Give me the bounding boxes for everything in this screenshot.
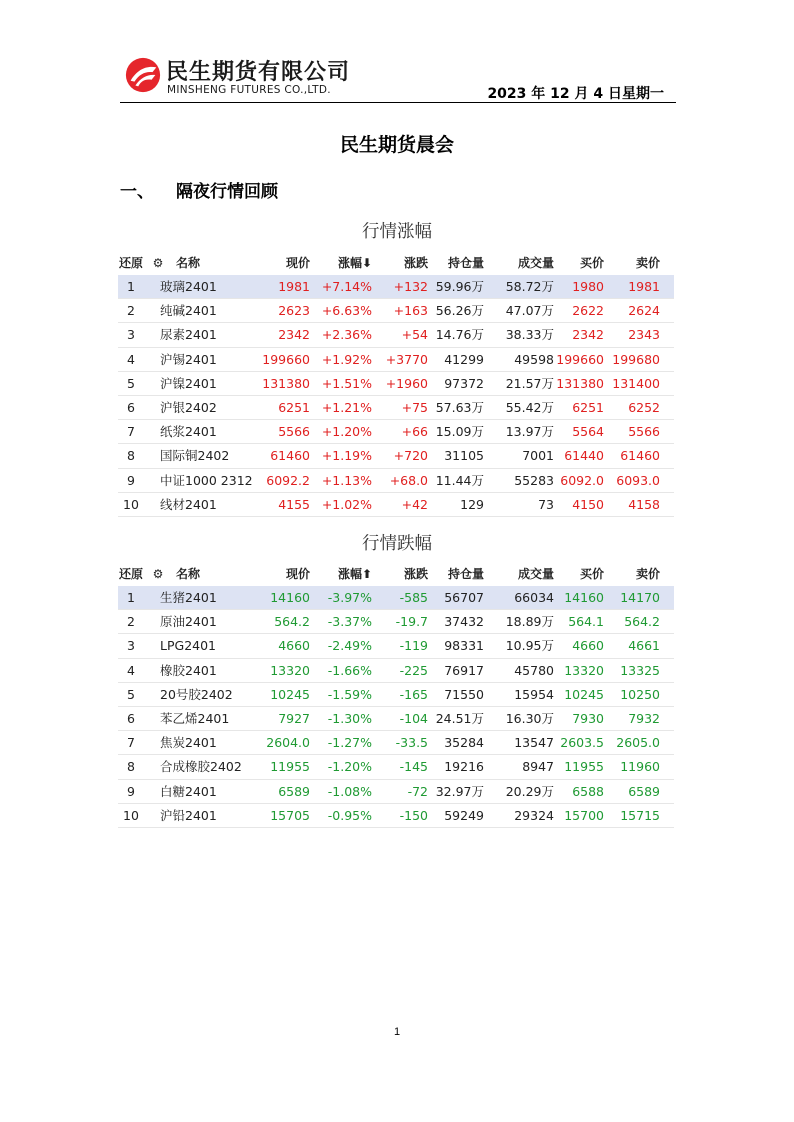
table-row[interactable]	[118, 610, 674, 634]
change-cell: -119	[399, 638, 428, 654]
ask-cell: 10250	[620, 686, 660, 702]
col-header-ask[interactable]: 卖价	[635, 567, 660, 581]
col-header-bid[interactable]: 买价	[579, 256, 604, 270]
table-row[interactable]	[118, 634, 674, 658]
price-cell: 131380	[262, 375, 310, 391]
section-number: 一、	[120, 182, 154, 202]
col-header-change-pct[interactable]: 涨幅⬇	[337, 256, 372, 270]
bid-cell: 2603.5	[560, 735, 604, 751]
ask-cell: 1981	[628, 279, 660, 294]
change-pct-cell: +1.02%	[321, 496, 372, 512]
col-header-change-pct[interactable]: 涨幅⬆	[337, 567, 372, 581]
rank-cell: 8	[127, 759, 135, 775]
bid-cell: 131380	[556, 375, 604, 391]
price-cell: 6589	[278, 783, 310, 799]
change-cell: -72	[407, 783, 428, 799]
bid-cell: 7930	[572, 710, 604, 726]
change-pct-cell: -1.66%	[327, 662, 372, 678]
ask-cell: 564.2	[624, 614, 660, 630]
open-interest-cell: 11.44万	[435, 472, 484, 488]
change-pct-cell: +1.21%	[321, 399, 372, 415]
rank-cell: 3	[127, 327, 135, 343]
change-pct-cell: -0.95%	[327, 807, 372, 823]
contract-name-cell: 白糖2401	[160, 783, 217, 799]
contract-name-cell: LPG2401	[160, 638, 216, 654]
gear-icon[interactable]: ⚙	[152, 256, 164, 270]
col-header-restore[interactable]: 还原	[118, 567, 143, 581]
col-header-open-interest[interactable]: 持仓量	[447, 567, 484, 581]
change-pct-cell: +1.92%	[321, 351, 372, 367]
ask-cell: 6252	[628, 399, 660, 415]
bid-cell: 2622	[572, 303, 604, 319]
ask-cell: 199680	[612, 351, 660, 367]
col-header-name[interactable]: 名称	[176, 567, 201, 581]
rank-cell: 8	[127, 448, 135, 464]
change-cell: +3770	[385, 351, 428, 367]
table-header-row	[118, 562, 674, 586]
rank-cell: 3	[127, 638, 135, 654]
price-cell: 199660	[262, 351, 310, 367]
rank-cell: 5	[127, 375, 135, 391]
table-row[interactable]	[118, 780, 674, 804]
change-pct-cell: +2.36%	[321, 327, 372, 343]
company-name-en: MINSHENG FUTURES CO.,LTD.	[167, 84, 331, 96]
document-title: 民生期货晨会	[339, 134, 454, 156]
table-row[interactable]	[118, 323, 674, 347]
change-cell: +42	[401, 496, 428, 512]
bid-cell: 14160	[564, 590, 604, 605]
price-cell: 14160	[270, 590, 310, 605]
table-row[interactable]	[118, 586, 674, 610]
company-logo-icon	[124, 56, 162, 94]
volume-cell: 49598	[514, 351, 554, 367]
ask-cell: 131400	[612, 375, 660, 391]
bid-cell: 1980	[572, 279, 604, 294]
page-header	[120, 52, 676, 102]
change-pct-cell: +1.20%	[321, 424, 372, 440]
bid-cell: 15700	[564, 807, 604, 823]
open-interest-cell: 57.63万	[435, 399, 484, 415]
price-cell: 4660	[278, 638, 310, 654]
volume-cell: 58.72万	[505, 279, 554, 294]
contract-name-cell: 原油2401	[160, 614, 217, 630]
open-interest-cell: 41299	[444, 351, 484, 367]
table-row[interactable]	[118, 755, 674, 779]
open-interest-cell: 56707	[444, 590, 484, 605]
bid-cell: 564.1	[568, 614, 604, 630]
volume-cell: 55283	[514, 472, 554, 488]
contract-name-cell: 沪铅2401	[160, 807, 217, 823]
losers-table-title: 行情跌幅	[362, 534, 432, 554]
rank-cell: 1	[127, 590, 135, 605]
price-cell: 13320	[270, 662, 310, 678]
bid-cell: 6092.0	[560, 472, 604, 488]
ask-cell: 15715	[620, 807, 660, 823]
change-pct-cell: +1.51%	[321, 375, 372, 391]
open-interest-cell: 15.09万	[435, 424, 484, 440]
change-pct-cell: +7.14%	[321, 279, 372, 294]
gainers-table-title: 行情涨幅	[362, 222, 432, 242]
volume-cell: 55.42万	[505, 399, 554, 415]
table-row[interactable]	[118, 683, 674, 707]
price-cell: 1981	[278, 279, 310, 294]
col-header-change[interactable]: 涨跌	[403, 567, 428, 581]
change-pct-cell: -3.97%	[327, 590, 372, 605]
open-interest-cell: 32.97万	[435, 783, 484, 799]
ask-cell: 6093.0	[616, 472, 660, 488]
open-interest-cell: 59.96万	[435, 279, 484, 294]
contract-name-cell: 沪银2402	[160, 399, 217, 415]
volume-cell: 15954	[514, 686, 554, 702]
ask-cell: 13325	[620, 662, 660, 678]
change-cell: +68.0	[389, 472, 428, 488]
table-row[interactable]	[118, 493, 674, 517]
volume-cell: 47.07万	[505, 303, 554, 319]
open-interest-cell: 37432	[444, 614, 484, 630]
contract-name-cell: 焦炭2401	[160, 735, 217, 751]
change-pct-cell: -3.37%	[327, 614, 372, 630]
ask-cell: 2624	[628, 303, 660, 319]
open-interest-cell: 24.51万	[435, 710, 484, 726]
table-header-row	[118, 251, 674, 275]
bid-cell: 4150	[572, 496, 604, 512]
change-pct-cell: -1.30%	[327, 710, 372, 726]
col-header-open-interest[interactable]: 持仓量	[447, 256, 484, 270]
rank-cell: 7	[127, 735, 135, 751]
open-interest-cell: 19216	[444, 759, 484, 775]
change-cell: -585	[399, 590, 428, 605]
volume-cell: 29324	[514, 807, 554, 823]
price-cell: 2604.0	[266, 735, 310, 751]
contract-name-cell: 玻璃2401	[160, 279, 217, 294]
volume-cell: 13.97万	[505, 424, 554, 440]
open-interest-cell: 97372	[444, 375, 484, 391]
price-cell: 6251	[278, 399, 310, 415]
price-cell: 6092.2	[266, 472, 310, 488]
change-cell: -150	[399, 807, 428, 823]
rank-cell: 10	[123, 496, 139, 512]
ask-cell: 2605.0	[616, 735, 660, 751]
open-interest-cell: 31105	[444, 448, 484, 464]
rank-cell: 4	[127, 351, 135, 367]
col-header-volume[interactable]: 成交量	[517, 567, 554, 581]
price-cell: 61460	[270, 448, 310, 464]
bid-cell: 13320	[564, 662, 604, 678]
price-cell: 2623	[278, 303, 310, 319]
ask-cell: 11960	[620, 759, 660, 775]
col-header-restore[interactable]: 还原	[118, 256, 143, 270]
col-header-ask[interactable]: 卖价	[635, 256, 660, 270]
open-interest-cell: 56.26万	[435, 303, 484, 319]
ask-cell: 7932	[628, 710, 660, 726]
col-header-name[interactable]: 名称	[176, 256, 201, 270]
change-pct-cell: -1.59%	[327, 686, 372, 702]
change-pct-cell: +6.63%	[321, 303, 372, 319]
ask-cell: 6589	[628, 783, 660, 799]
change-pct-cell: +1.13%	[321, 472, 372, 488]
change-pct-cell: -1.20%	[327, 759, 372, 775]
change-cell: +66	[401, 424, 428, 440]
table-row[interactable]	[118, 420, 674, 444]
change-cell: -104	[399, 710, 428, 726]
rank-cell: 4	[127, 662, 135, 678]
table-row[interactable]	[118, 659, 674, 683]
volume-cell: 8947	[522, 759, 554, 775]
ask-cell: 14170	[620, 590, 660, 605]
report-date: 2023 年 12 月 4 日星期一	[487, 86, 664, 102]
contract-name-cell: 橡胶2401	[160, 662, 217, 678]
header-divider	[120, 102, 676, 103]
ask-cell: 4158	[628, 496, 660, 512]
ask-cell: 4661	[628, 638, 660, 654]
open-interest-cell: 98331	[444, 638, 484, 654]
bid-cell: 11955	[564, 759, 604, 775]
col-header-bid[interactable]: 买价	[579, 567, 604, 581]
contract-name-cell: 沪锡2401	[160, 351, 217, 367]
price-cell: 7927	[278, 710, 310, 726]
col-header-change[interactable]: 涨跌	[403, 256, 428, 270]
table-row[interactable]	[118, 444, 674, 468]
rank-cell: 2	[127, 303, 135, 319]
bid-cell: 5564	[572, 424, 604, 440]
price-cell: 10245	[270, 686, 310, 702]
contract-name-cell: 生猪2401	[160, 590, 217, 605]
rank-cell: 2	[127, 614, 135, 630]
open-interest-cell: 76917	[444, 662, 484, 678]
contract-name-cell: 线材2401	[160, 496, 217, 512]
section-title: 隔夜行情回顾	[176, 182, 278, 202]
price-cell: 564.2	[274, 614, 310, 630]
change-cell: +163	[393, 303, 428, 319]
table-row[interactable]	[118, 731, 674, 755]
change-cell: +720	[393, 448, 428, 464]
bid-cell: 61440	[564, 448, 604, 464]
volume-cell: 7001	[522, 448, 554, 464]
rank-cell: 6	[127, 399, 135, 415]
change-cell: +132	[393, 279, 428, 294]
col-header-price[interactable]: 现价	[285, 256, 310, 270]
losers-table	[118, 562, 674, 828]
contract-name-cell: 纸浆2401	[160, 424, 217, 440]
change-pct-cell: -1.27%	[327, 735, 372, 751]
change-cell: +54	[401, 327, 428, 343]
open-interest-cell: 35284	[444, 735, 484, 751]
ask-cell: 2343	[628, 327, 660, 343]
change-pct-cell: -1.08%	[327, 783, 372, 799]
contract-name-cell: 苯乙烯2401	[160, 710, 230, 726]
rank-cell: 10	[123, 807, 139, 823]
col-header-price[interactable]: 现价	[285, 567, 310, 581]
change-cell: -145	[399, 759, 428, 775]
ask-cell: 5566	[628, 424, 660, 440]
table-row[interactable]	[118, 469, 674, 493]
contract-name-cell: 国际铜2402	[160, 448, 230, 464]
bid-cell: 199660	[556, 351, 604, 367]
volume-cell: 66034	[514, 590, 554, 605]
bid-cell: 6588	[572, 783, 604, 799]
company-name-cn: 民生期货有限公司	[166, 60, 351, 85]
price-cell: 5566	[278, 424, 310, 440]
table-row[interactable]	[118, 299, 674, 323]
open-interest-cell: 129	[460, 496, 484, 512]
contract-name-cell: 尿素2401	[160, 327, 217, 343]
table-row[interactable]	[118, 372, 674, 396]
volume-cell: 18.89万	[505, 614, 554, 630]
change-cell: -225	[399, 662, 428, 678]
price-cell: 4155	[278, 496, 310, 512]
contract-name-cell: 纯碱2401	[160, 303, 217, 319]
volume-cell: 20.29万	[505, 783, 554, 799]
volume-cell: 21.57万	[505, 375, 554, 391]
contract-name-cell: 20号胶2402	[160, 686, 233, 702]
change-pct-cell: +1.19%	[321, 448, 372, 464]
rank-cell: 9	[127, 472, 135, 488]
open-interest-cell: 14.76万	[435, 327, 484, 343]
rank-cell: 7	[127, 424, 135, 440]
open-interest-cell: 71550	[444, 686, 484, 702]
change-cell: -165	[399, 686, 428, 702]
table-row[interactable]	[118, 275, 674, 299]
rank-cell: 5	[127, 686, 135, 702]
gainers-table	[118, 251, 674, 517]
change-pct-cell: -2.49%	[327, 638, 372, 654]
volume-cell: 13547	[514, 735, 554, 751]
change-cell: +1960	[385, 375, 428, 391]
table-row[interactable]	[118, 396, 674, 420]
bid-cell: 10245	[564, 686, 604, 702]
ask-cell: 61460	[620, 448, 660, 464]
volume-cell: 10.95万	[505, 638, 554, 654]
change-cell: -33.5	[395, 735, 428, 751]
rank-cell: 9	[127, 783, 135, 799]
volume-cell: 16.30万	[505, 710, 554, 726]
volume-cell: 38.33万	[505, 327, 554, 343]
bid-cell: 6251	[572, 399, 604, 415]
gear-icon[interactable]: ⚙	[152, 567, 164, 581]
rank-cell: 1	[127, 279, 135, 294]
rank-cell: 6	[127, 710, 135, 726]
volume-cell: 73	[538, 496, 554, 512]
change-cell: +75	[401, 399, 428, 415]
volume-cell: 45780	[514, 662, 554, 678]
change-cell: -19.7	[395, 614, 428, 630]
price-cell: 2342	[278, 327, 310, 343]
bid-cell: 2342	[572, 327, 604, 343]
price-cell: 15705	[270, 807, 310, 823]
contract-name-cell: 中证1000 2312	[160, 472, 253, 488]
price-cell: 11955	[270, 759, 310, 775]
page-number: 1	[393, 1026, 401, 1038]
table-row[interactable]	[118, 707, 674, 731]
table-row[interactable]	[118, 804, 674, 828]
contract-name-cell: 合成橡胶2402	[160, 759, 242, 775]
bid-cell: 4660	[572, 638, 604, 654]
col-header-volume[interactable]: 成交量	[517, 256, 554, 270]
open-interest-cell: 59249	[444, 807, 484, 823]
contract-name-cell: 沪镍2401	[160, 375, 217, 391]
table-row[interactable]	[118, 348, 674, 372]
